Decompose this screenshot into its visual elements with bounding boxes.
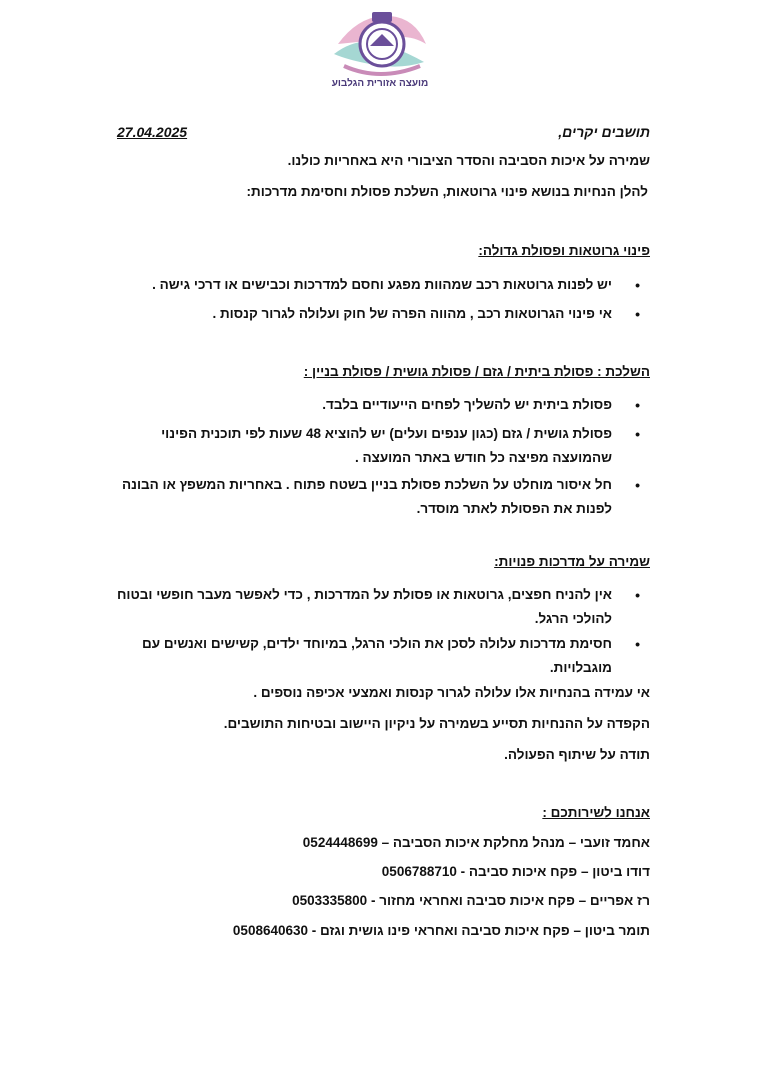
bullet-icon: • bbox=[635, 277, 640, 293]
bullet-icon: • bbox=[635, 636, 640, 652]
closing-line: תודה על שיתוף הפעולה. bbox=[504, 747, 650, 762]
list-item bbox=[108, 273, 650, 297]
closing-line: הקפדה על ההנחיות תסייע בשמירה על ניקיון היישוב ובטיחות התושבים. bbox=[223, 716, 650, 731]
contact-item: אחמד זועבי – מנהל מחלקת איכות הסביבה – 0524448699 bbox=[302, 835, 650, 850]
list-item-text: חסימת מדרכות עלולה לסכן את הולכי הרגל, במיוחד ילדים, קשישים ואנשים עם מוגבלויות. bbox=[142, 636, 612, 675]
list-item bbox=[108, 422, 650, 470]
list-item bbox=[108, 583, 650, 631]
intro-line: שמירה על איכות הסביבה והסדר הציבורי היא באחריות כולנו. bbox=[287, 153, 650, 168]
bullet-icon: • bbox=[635, 426, 640, 442]
greeting: תושבים יקרים, bbox=[558, 124, 650, 140]
contact-item: רז אפריים – פקח איכות סביבה ואחראי מחזור - 0503335800 bbox=[292, 893, 650, 908]
list-item-text: פסולת ביתית יש להשליך לפחים הייעודיים בלבד. bbox=[322, 397, 612, 412]
letter-date: 27.04.2025 bbox=[117, 124, 188, 140]
bullet-icon: • bbox=[635, 306, 640, 322]
bullet-icon: • bbox=[635, 397, 640, 413]
bullet-icon: • bbox=[635, 477, 640, 493]
intro-line: להלן הנחיות בנושא פינוי גרוטאות, השלכת פסולת וחסימת מדרכות: bbox=[246, 184, 648, 199]
closing-line: אי עמידה בהנחיות אלו עלולה לגרור קנסות ואמצעי אכיפה נוספים . bbox=[253, 685, 650, 700]
list-item bbox=[108, 393, 650, 417]
list-item-text: פסולת גושית / גזם (כגון ענפים ועלים) יש להוציא 48 שעות לפי תוכנית הפינוי שהמועצה מפיצה כל חודש באתר המועצה . bbox=[161, 426, 612, 465]
section-heading: פינוי גרוטאות ופסולת גדולה: bbox=[478, 243, 650, 258]
section-heading: השלכת : פסולת ביתית / גזם / פסולת גושית / פסולת בניין : bbox=[303, 364, 650, 379]
list-item-text: אי פינוי הגרוטאות רכב , מהווה הפרה של חוק ועלולה לגרור קנסות . bbox=[212, 306, 612, 321]
contact-item: תומר ביטון – פקח איכות סביבה ואחראי פינו גושית וגזם - 0508640630 bbox=[232, 923, 650, 938]
list-item-text: חל איסור מוחלט על השלכת פסולת בניין בשטח פתוח . באחריות המשפץ או הבונה לפנות את הפסולת לאתר מוסדר. bbox=[122, 477, 612, 516]
list-item-text: יש לפנות גרוטאות רכב שמהוות מפגע וחסם למדרכות וכבישים או דרכי גישה . bbox=[152, 277, 612, 292]
contacts-heading: אנחנו לשירותכם : bbox=[542, 805, 650, 820]
list-item-text: אין להניח חפצים, גרוטאות או פסולת על המדרכות , כדי לאפשר מעבר חופשי ובטוח להולכי הרגל. bbox=[116, 587, 612, 626]
list-item bbox=[108, 473, 650, 521]
contact-item: דודו ביטון – פקח איכות סביבה - 0506788710 bbox=[381, 864, 650, 879]
section-heading: שמירה על מדרכות פנויות: bbox=[494, 554, 650, 569]
council-name: מועצה אזורית הגלבוע bbox=[331, 78, 429, 89]
list-item bbox=[108, 632, 650, 680]
list-item bbox=[108, 302, 650, 326]
bullet-icon: • bbox=[635, 587, 640, 603]
